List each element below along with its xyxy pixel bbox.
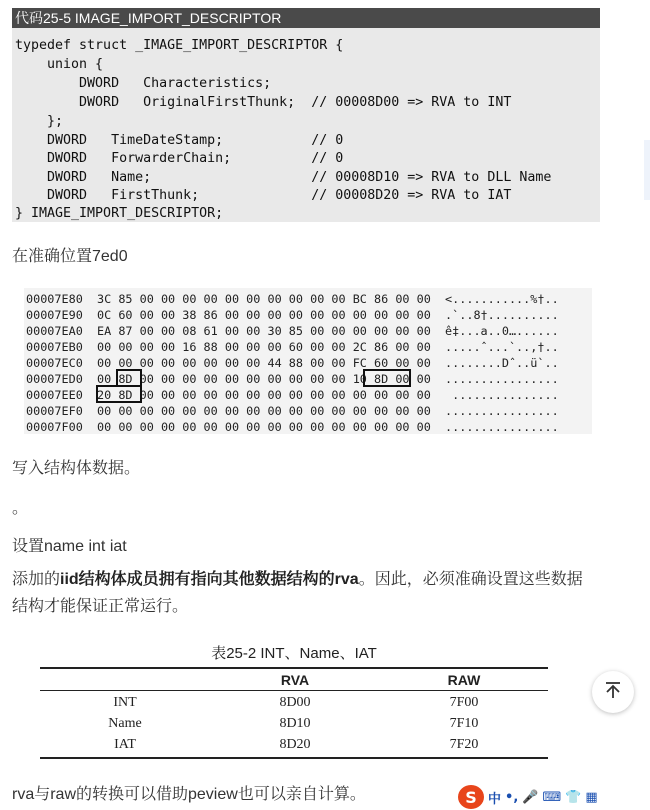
sogou-logo-icon[interactable]: S: [458, 785, 484, 809]
back-to-top-button[interactable]: [592, 671, 634, 713]
code-line: DWORD Characteristics;: [15, 76, 272, 91]
keyboard-icon[interactable]: ⌨: [542, 789, 562, 805]
table-cell: 8D10: [279, 716, 311, 731]
table-cell: 7F20: [449, 737, 479, 752]
highlight-box: [363, 369, 411, 387]
arrow-up-icon: [603, 680, 623, 704]
code-line: DWORD TimeDateStamp; // 0: [15, 133, 344, 148]
skin-icon[interactable]: 👕: [565, 789, 582, 805]
text-position-note: 在准确位置7ed0: [12, 248, 128, 265]
code-line: DWORD ForwarderChain; // 0: [15, 151, 344, 166]
table-top-rule: [40, 667, 548, 669]
para-prefix: 添加的: [12, 571, 61, 588]
text-period: 。: [12, 500, 29, 517]
hex-line: 00007EB0 00 00 00 00 16 88 00 00 00 60 00 00 2C 86 00 00 .....ˆ...`..,†..: [26, 340, 559, 354]
hex-line: 00007ED0 00 8D 00 00 00 00 00 00 00 00 00 00 10 8D 00 00 ................: [26, 372, 559, 386]
table-cell: IAT: [114, 737, 136, 752]
code-line: DWORD FirstThunk; // 00008D20 => RVA to IAT: [15, 188, 512, 203]
paragraph-rva: [12, 566, 597, 620]
table-caption: 表25-2 INT、Name、IAT: [211, 645, 377, 662]
hex-line: 00007E80 3C 85 00 00 00 00 00 00 00 00 00 00 BC 86 00 00 <...........%†..: [26, 292, 559, 306]
table-header-cell: RVA: [280, 672, 310, 688]
text-write-struct: 写入结构体数据。: [12, 460, 141, 477]
hex-line: 00007EE0 20 8D 00 00 00 00 00 00 00 00 00 00 00 00 00 00 ...............: [26, 388, 559, 402]
table-cell: 7F00: [449, 695, 479, 710]
scroll-edge-strip: [644, 140, 650, 200]
ime-chinese-mode[interactable]: 中: [488, 791, 502, 807]
table-bottom-rule: [40, 757, 548, 759]
hex-line: 00007EA0 EA 87 00 00 08 61 00 00 30 85 00 00 00 00 00 00 ê‡...a..0…......: [26, 324, 559, 338]
code-line: };: [15, 114, 64, 129]
ime-punctuation[interactable]: •,: [505, 789, 519, 805]
table-cell: 8D20: [279, 737, 311, 752]
table-mid-rule: [40, 690, 548, 691]
hex-line: 00007E90 0C 60 00 00 38 86 00 00 00 00 00 00 00 00 00 00 .`..8†..........: [26, 308, 559, 322]
code-line: union {: [15, 57, 104, 72]
hex-line: 00007EC0 00 00 00 00 00 00 00 00 44 88 00 00 FC 60 00 00 ........Dˆ..ü`..: [26, 356, 559, 370]
code-block-title: 代码25-5 IMAGE_IMPORT_DESCRIPTOR: [12, 8, 600, 28]
ime-toolbar[interactable]: [456, 784, 650, 810]
table-cell: 8D00: [279, 695, 311, 710]
table-cell: INT: [113, 695, 137, 710]
code-block: [12, 8, 600, 222]
hex-line: 00007EF0 00 00 00 00 00 00 00 00 00 00 00 00 00 00 00 00 ................: [26, 404, 559, 418]
highlight-box: [96, 385, 142, 403]
hex-dump: [24, 288, 592, 434]
text-rva-raw: rva与raw的转换可以借助peview也可以亲自计算。: [12, 786, 366, 803]
code-line: typedef struct _IMAGE_IMPORT_DESCRIPTOR {: [15, 38, 344, 53]
code-line: } IMAGE_IMPORT_DESCRIPTOR;: [15, 206, 224, 221]
microphone-icon[interactable]: 🎤: [522, 789, 539, 805]
para-bold: iid结构体成员拥有指向其他数据结构的rva: [60, 571, 359, 588]
table-cell: 7F10: [449, 716, 479, 731]
hex-line: 00007F00 00 00 00 00 00 00 00 00 00 00 00 00 00 00 00 00 ................: [26, 420, 559, 434]
table-cell: Name: [108, 716, 142, 731]
table-header-cell: RAW: [447, 672, 481, 688]
code-line: DWORD OriginalFirstThunk; // 00008D00 => RVA to INT: [15, 95, 512, 110]
grid-menu-icon[interactable]: ▦: [585, 789, 598, 805]
code-line: DWORD Name; // 00008D10 => RVA to DLL Name: [15, 170, 552, 185]
para-suffix: 。因此，必须准确设置这些数据结构才能保证正常运行。: [12, 571, 583, 615]
text-set-fields: 设置name int iat: [12, 538, 127, 555]
